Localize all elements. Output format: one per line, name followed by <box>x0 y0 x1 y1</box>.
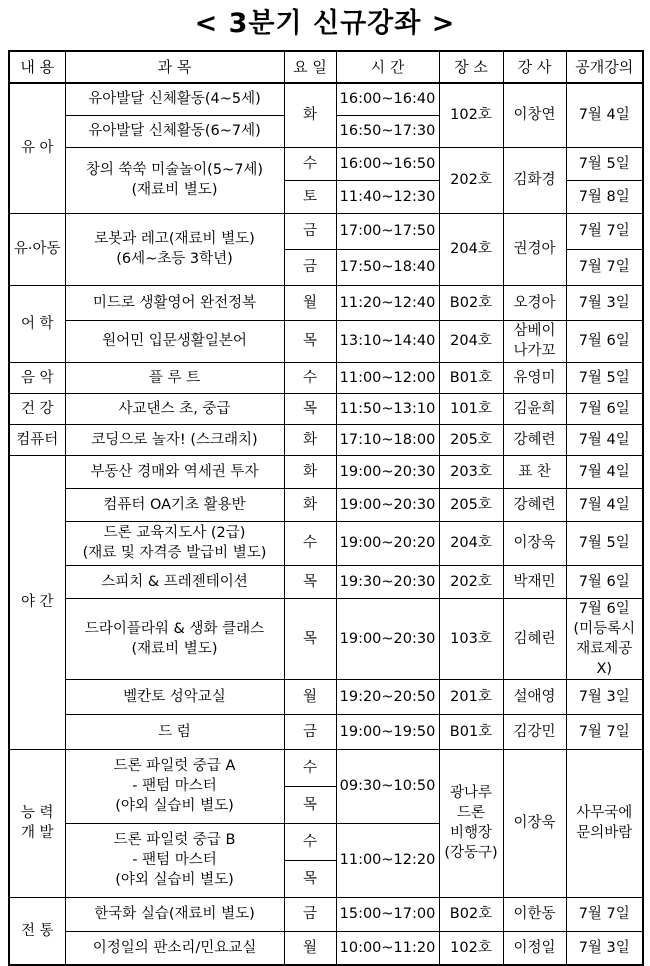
table-row <box>9 679 643 714</box>
subject-cell: 벨칸토 성악교실 <box>65 679 284 714</box>
teacher-cell: 오경아 <box>503 285 566 320</box>
open-lecture-cell: 7월 6일 <box>566 565 643 598</box>
subject-cell: 드 럼 <box>65 714 284 749</box>
open-lecture-cell: 7월 4일 <box>566 83 643 147</box>
open-lecture-cell: 7월 7일 <box>566 249 643 285</box>
open-lecture-cell: 7월 8일 <box>566 180 643 213</box>
day-cell: 금 <box>284 897 336 931</box>
time-cell: 17:10~18:00 <box>336 424 439 455</box>
day-cell: 월 <box>284 679 336 714</box>
place-cell: 202호 <box>439 147 503 213</box>
table-row <box>9 320 643 362</box>
place-cell: B02호 <box>439 897 503 931</box>
teacher-cell: 유영미 <box>503 362 566 393</box>
open-lecture-cell: 7월 6일 (미등록시 재료제공X) <box>566 598 643 679</box>
subject-cell: 사교댄스 초, 중급 <box>65 393 284 424</box>
category-cell: 건 강 <box>9 393 65 424</box>
teacher-cell: 이한동 <box>503 897 566 931</box>
teacher-cell: 김강민 <box>503 714 566 749</box>
open-lecture-cell: 7월 4일 <box>566 424 643 455</box>
subject-cell: 드론 교육지도사 (2급) (재료 및 자격증 발급비 별도) <box>65 521 284 565</box>
open-lecture-cell: 7월 3일 <box>566 679 643 714</box>
table-row <box>9 598 643 679</box>
place-cell: 204호 <box>439 320 503 362</box>
day-cell: 수 <box>284 749 336 786</box>
day-cell: 목 <box>284 860 336 897</box>
open-lecture-cell: 7월 7일 <box>566 897 643 931</box>
time-cell: 15:00~17:00 <box>336 897 439 931</box>
subject-cell: 창의 쑥쑥 미술놀이(5~7세) (재료비 별도) <box>65 147 284 213</box>
day-cell: 화 <box>284 83 336 147</box>
time-cell: 13:10~14:40 <box>336 320 439 362</box>
subject-cell: 부동산 경매와 역세권 투자 <box>65 455 284 488</box>
subject-cell: 원어민 입문생활일본어 <box>65 320 284 362</box>
place-cell: 204호 <box>439 213 503 285</box>
teacher-cell: 김혜린 <box>503 598 566 679</box>
col-header-subject: 과 목 <box>65 51 284 83</box>
teacher-cell: 이정일 <box>503 931 566 965</box>
open-lecture-cell: 7월 5일 <box>566 147 643 180</box>
table-row <box>9 83 643 115</box>
day-cell: 월 <box>284 931 336 965</box>
teacher-cell: 권경아 <box>503 213 566 285</box>
place-cell: B01호 <box>439 714 503 749</box>
time-cell: 11:40~12:30 <box>336 180 439 213</box>
category-cell: 어 학 <box>9 285 65 362</box>
day-cell: 수 <box>284 823 336 860</box>
subject-cell: 스피치 & 프레젠테이션 <box>65 565 284 598</box>
day-cell: 월 <box>284 285 336 320</box>
subject-cell: 이정일의 판소리/민요교실 <box>65 931 284 965</box>
time-cell: 19:00~20:30 <box>336 488 439 521</box>
open-lecture-cell: 7월 6일 <box>566 320 643 362</box>
subject-cell: 유아발달 신체활동(4~5세) <box>65 83 284 115</box>
day-cell: 목 <box>284 786 336 823</box>
time-cell: 19:00~20:30 <box>336 455 439 488</box>
place-cell: 202호 <box>439 565 503 598</box>
table-row <box>9 897 643 931</box>
subject-cell: 플 루 트 <box>65 362 284 393</box>
day-cell: 화 <box>284 455 336 488</box>
time-cell: 19:00~20:20 <box>336 521 439 565</box>
table-row <box>9 393 643 424</box>
teacher-cell: 표 찬 <box>503 455 566 488</box>
open-lecture-cell: 7월 3일 <box>566 931 643 965</box>
place-cell: B02호 <box>439 285 503 320</box>
category-cell: 컴퓨터 <box>9 424 65 455</box>
table-row <box>9 362 643 393</box>
place-cell: 204호 <box>439 521 503 565</box>
place-cell: 205호 <box>439 488 503 521</box>
table-row <box>9 565 643 598</box>
col-header-place: 장 소 <box>439 51 503 83</box>
place-cell: 101호 <box>439 393 503 424</box>
time-cell: 11:00~12:00 <box>336 362 439 393</box>
open-lecture-cell: 7월 5일 <box>566 521 643 565</box>
teacher-cell: 김화경 <box>503 147 566 213</box>
time-cell: 17:00~17:50 <box>336 213 439 249</box>
day-cell: 목 <box>284 320 336 362</box>
subject-cell: 드론 파일럿 중급 B - 팬텀 마스터 (야외 실습비 별도) <box>65 823 284 897</box>
subject-cell: 코딩으로 놀자! (스크래치) <box>65 424 284 455</box>
teacher-cell: 삼베이 나가꼬 <box>503 320 566 362</box>
subject-cell: 유아발달 신체활동(6~7세) <box>65 115 284 147</box>
time-cell: 16:00~16:50 <box>336 147 439 180</box>
subject-cell: 드라이플라워 & 생화 클래스 (재료비 별도) <box>65 598 284 679</box>
day-cell: 목 <box>284 393 336 424</box>
day-cell: 수 <box>284 521 336 565</box>
place-cell: 102호 <box>439 931 503 965</box>
time-cell: 16:00~16:40 <box>336 83 439 115</box>
col-header-open-lecture: 공개강의 <box>566 51 643 83</box>
col-header-time: 시 간 <box>336 51 439 83</box>
table-row <box>9 285 643 320</box>
day-cell: 수 <box>284 362 336 393</box>
table-row <box>9 455 643 488</box>
subject-cell: 한국화 실습(재료비 별도) <box>65 897 284 931</box>
category-cell: 유 아 <box>9 83 65 213</box>
open-lecture-cell: 7월 6일 <box>566 393 643 424</box>
time-cell: 19:30~20:30 <box>336 565 439 598</box>
subject-cell: 로봇과 레고(재료비 별도) (6세~초등 3학년) <box>65 213 284 285</box>
time-cell: 11:50~13:10 <box>336 393 439 424</box>
teacher-cell: 이창연 <box>503 83 566 147</box>
time-cell: 10:00~11:20 <box>336 931 439 965</box>
subject-cell: 컴퓨터 OA기초 활용반 <box>65 488 284 521</box>
open-lecture-cell: 7월 4일 <box>566 455 643 488</box>
time-cell: 19:00~20:30 <box>336 598 439 679</box>
teacher-cell: 강혜련 <box>503 424 566 455</box>
teacher-cell: 설애영 <box>503 679 566 714</box>
subject-cell: 드론 파일럿 중급 A - 팬텀 마스터 (야외 실습비 별도) <box>65 749 284 823</box>
day-cell: 수 <box>284 147 336 180</box>
schedule-table <box>8 50 644 966</box>
time-cell: 11:20~12:40 <box>336 285 439 320</box>
time-cell: 17:50~18:40 <box>336 249 439 285</box>
category-cell: 능 력 개 발 <box>9 749 65 897</box>
table-row <box>9 749 643 786</box>
open-lecture-cell: 7월 7일 <box>566 213 643 249</box>
place-cell: 201호 <box>439 679 503 714</box>
teacher-cell: 김윤희 <box>503 393 566 424</box>
teacher-cell: 박재민 <box>503 565 566 598</box>
category-cell: 유·아동 <box>9 213 65 285</box>
category-cell: 음 악 <box>9 362 65 393</box>
teacher-cell: 이장욱 <box>503 521 566 565</box>
place-cell: 103호 <box>439 598 503 679</box>
place-cell: B01호 <box>439 362 503 393</box>
table-row <box>9 521 643 565</box>
table-row <box>9 931 643 965</box>
day-cell: 금 <box>284 714 336 749</box>
place-cell: 102호 <box>439 83 503 147</box>
time-cell: 09:30~10:50 <box>336 749 439 823</box>
place-cell: 205호 <box>439 424 503 455</box>
day-cell: 토 <box>284 180 336 213</box>
col-header-day: 요 일 <box>284 51 336 83</box>
table-row <box>9 488 643 521</box>
open-lecture-cell: 7월 5일 <box>566 362 643 393</box>
subject-cell: 미드로 생활영어 완전정복 <box>65 285 284 320</box>
col-header-category: 내 용 <box>9 51 65 83</box>
place-cell: 203호 <box>439 455 503 488</box>
day-cell: 금 <box>284 213 336 249</box>
teacher-cell: 강혜련 <box>503 488 566 521</box>
day-cell: 목 <box>284 598 336 679</box>
col-header-teacher: 강 사 <box>503 51 566 83</box>
teacher-cell: 이장욱 <box>503 749 566 897</box>
time-cell: 19:00~19:50 <box>336 714 439 749</box>
time-cell: 11:00~12:20 <box>336 823 439 897</box>
time-cell: 19:20~20:50 <box>336 679 439 714</box>
day-cell: 금 <box>284 249 336 285</box>
table-row <box>9 147 643 180</box>
table-row <box>9 213 643 249</box>
time-cell: 16:50~17:30 <box>336 115 439 147</box>
open-lecture-cell: 7월 4일 <box>566 488 643 521</box>
header-row <box>9 51 643 83</box>
open-lecture-cell: 사무국에 문의바람 <box>566 749 643 897</box>
place-cell: 광나루 드론 비행장 (강동구) <box>439 749 503 897</box>
day-cell: 화 <box>284 424 336 455</box>
category-cell: 야 간 <box>9 455 65 749</box>
table-row <box>9 714 643 749</box>
day-cell: 목 <box>284 565 336 598</box>
open-lecture-cell: 7월 3일 <box>566 285 643 320</box>
table-row <box>9 424 643 455</box>
category-cell: 전 통 <box>9 897 65 965</box>
page-title: < 3분기 신규강좌 > <box>194 8 456 39</box>
open-lecture-cell: 7월 7일 <box>566 714 643 749</box>
day-cell: 화 <box>284 488 336 521</box>
